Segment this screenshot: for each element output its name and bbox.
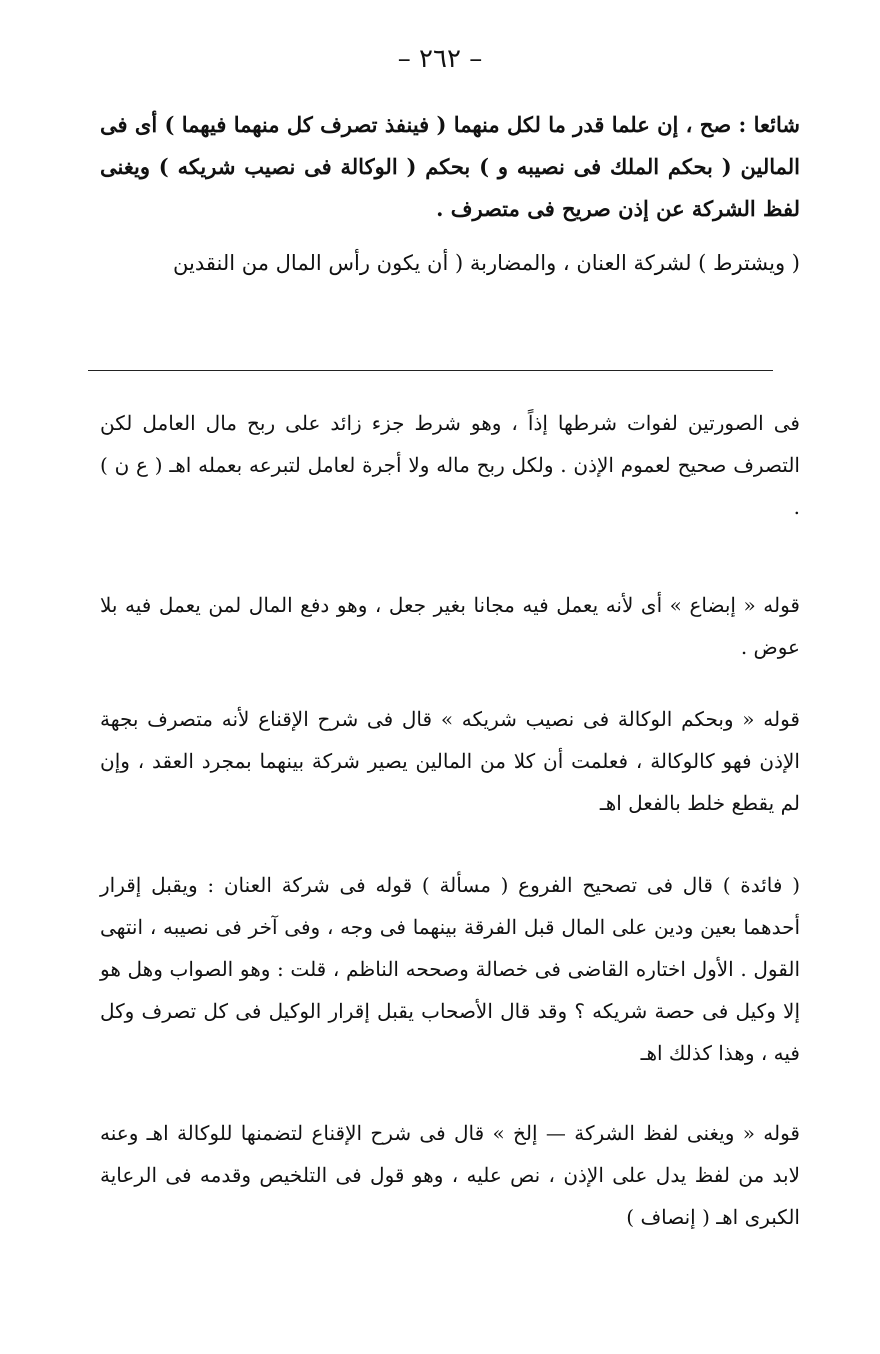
footnote-faida (100, 864, 800, 1074)
condition-line: ( ويشترط ) لشركة العنان ، والمضاربة ( أن يكون رأس المال من النقدين (173, 251, 800, 275)
footnote-ibda (100, 584, 800, 668)
footnote-text: ( فائدة ) قال فى تصحيح الفروع ( مسألة ) قوله فى شركة العنان : ويقبل إقرار أحدهما بعين ودين على المال قبل الفرقة بينهما فى وجه ، وفى آخر فى نصيبه ، انتهى القول . الأول اختاره القاضى فى خصالة وصححه الناظم ، قلت : وهو الصواب وهل هو إلا وكيل فى حصة شريكه ؟ وقد قال الأصحاب يقبل إقرار الوكيل فى كل تصرف وكل فيه ، وهذا كذلك اهـ (100, 873, 800, 1065)
footnote-text: قوله « وبحكم الوكالة فى نصيب شريكه » قال فى شرح الإقناع لأنه متصرف بجهة الإذن فهو كالوكالة ، فعلمت أن كلا من المالين يصير شركة بينهما بمجرد العقد ، وإن لم يقطع خلط بالفعل اهـ (100, 707, 800, 815)
footnote-text: فى الصورتين لفوات شرطها إذاً ، وهو شرط جزء زائد على ربح مال العامل لكن التصرف صحيح لعموم الإذن . ولكل ربح ماله ولا أجرة لعامل لتبرعه بعمله اهـ ( ع ن ) . (100, 411, 800, 519)
main-text (100, 104, 800, 284)
page-number: – ٢٦٢ – (397, 44, 483, 74)
footnote-lafz-sharika (100, 1112, 800, 1238)
footnote-wakala (100, 698, 800, 824)
footnote-text: قوله « ويغنى لفظ الشركة — إلخ » قال فى شرح الإقناع لتضمنها للوكالة اهـ وعنه لابد من لفظ يدل على الإذن ، نص عليه ، وهو قول فى التلخيص وقدمه فى الرعاية الكبرى اهـ ( إنصاف ) (100, 1121, 800, 1229)
footnote-continuation (100, 402, 800, 528)
footnote-text: قوله « إبضاع » أى لأنه يعمل فيه مجانا بغير جعل ، وهو دفع المال لمن يعمل فيه بلا عوض . (100, 593, 800, 659)
main-paragraph: شائعا : صح ، إن علما قدر ما لكل منهما ( فينفذ تصرف كل منهما فيهما ) أى فى المالين ( بحكم الملك فى نصيبه و ) بحكم ( الوكالة فى نصيب شريكه ) ويغنى لفظ الشركة عن إذن صريح فى متصرف . (100, 112, 800, 221)
footnote-divider (88, 370, 773, 371)
